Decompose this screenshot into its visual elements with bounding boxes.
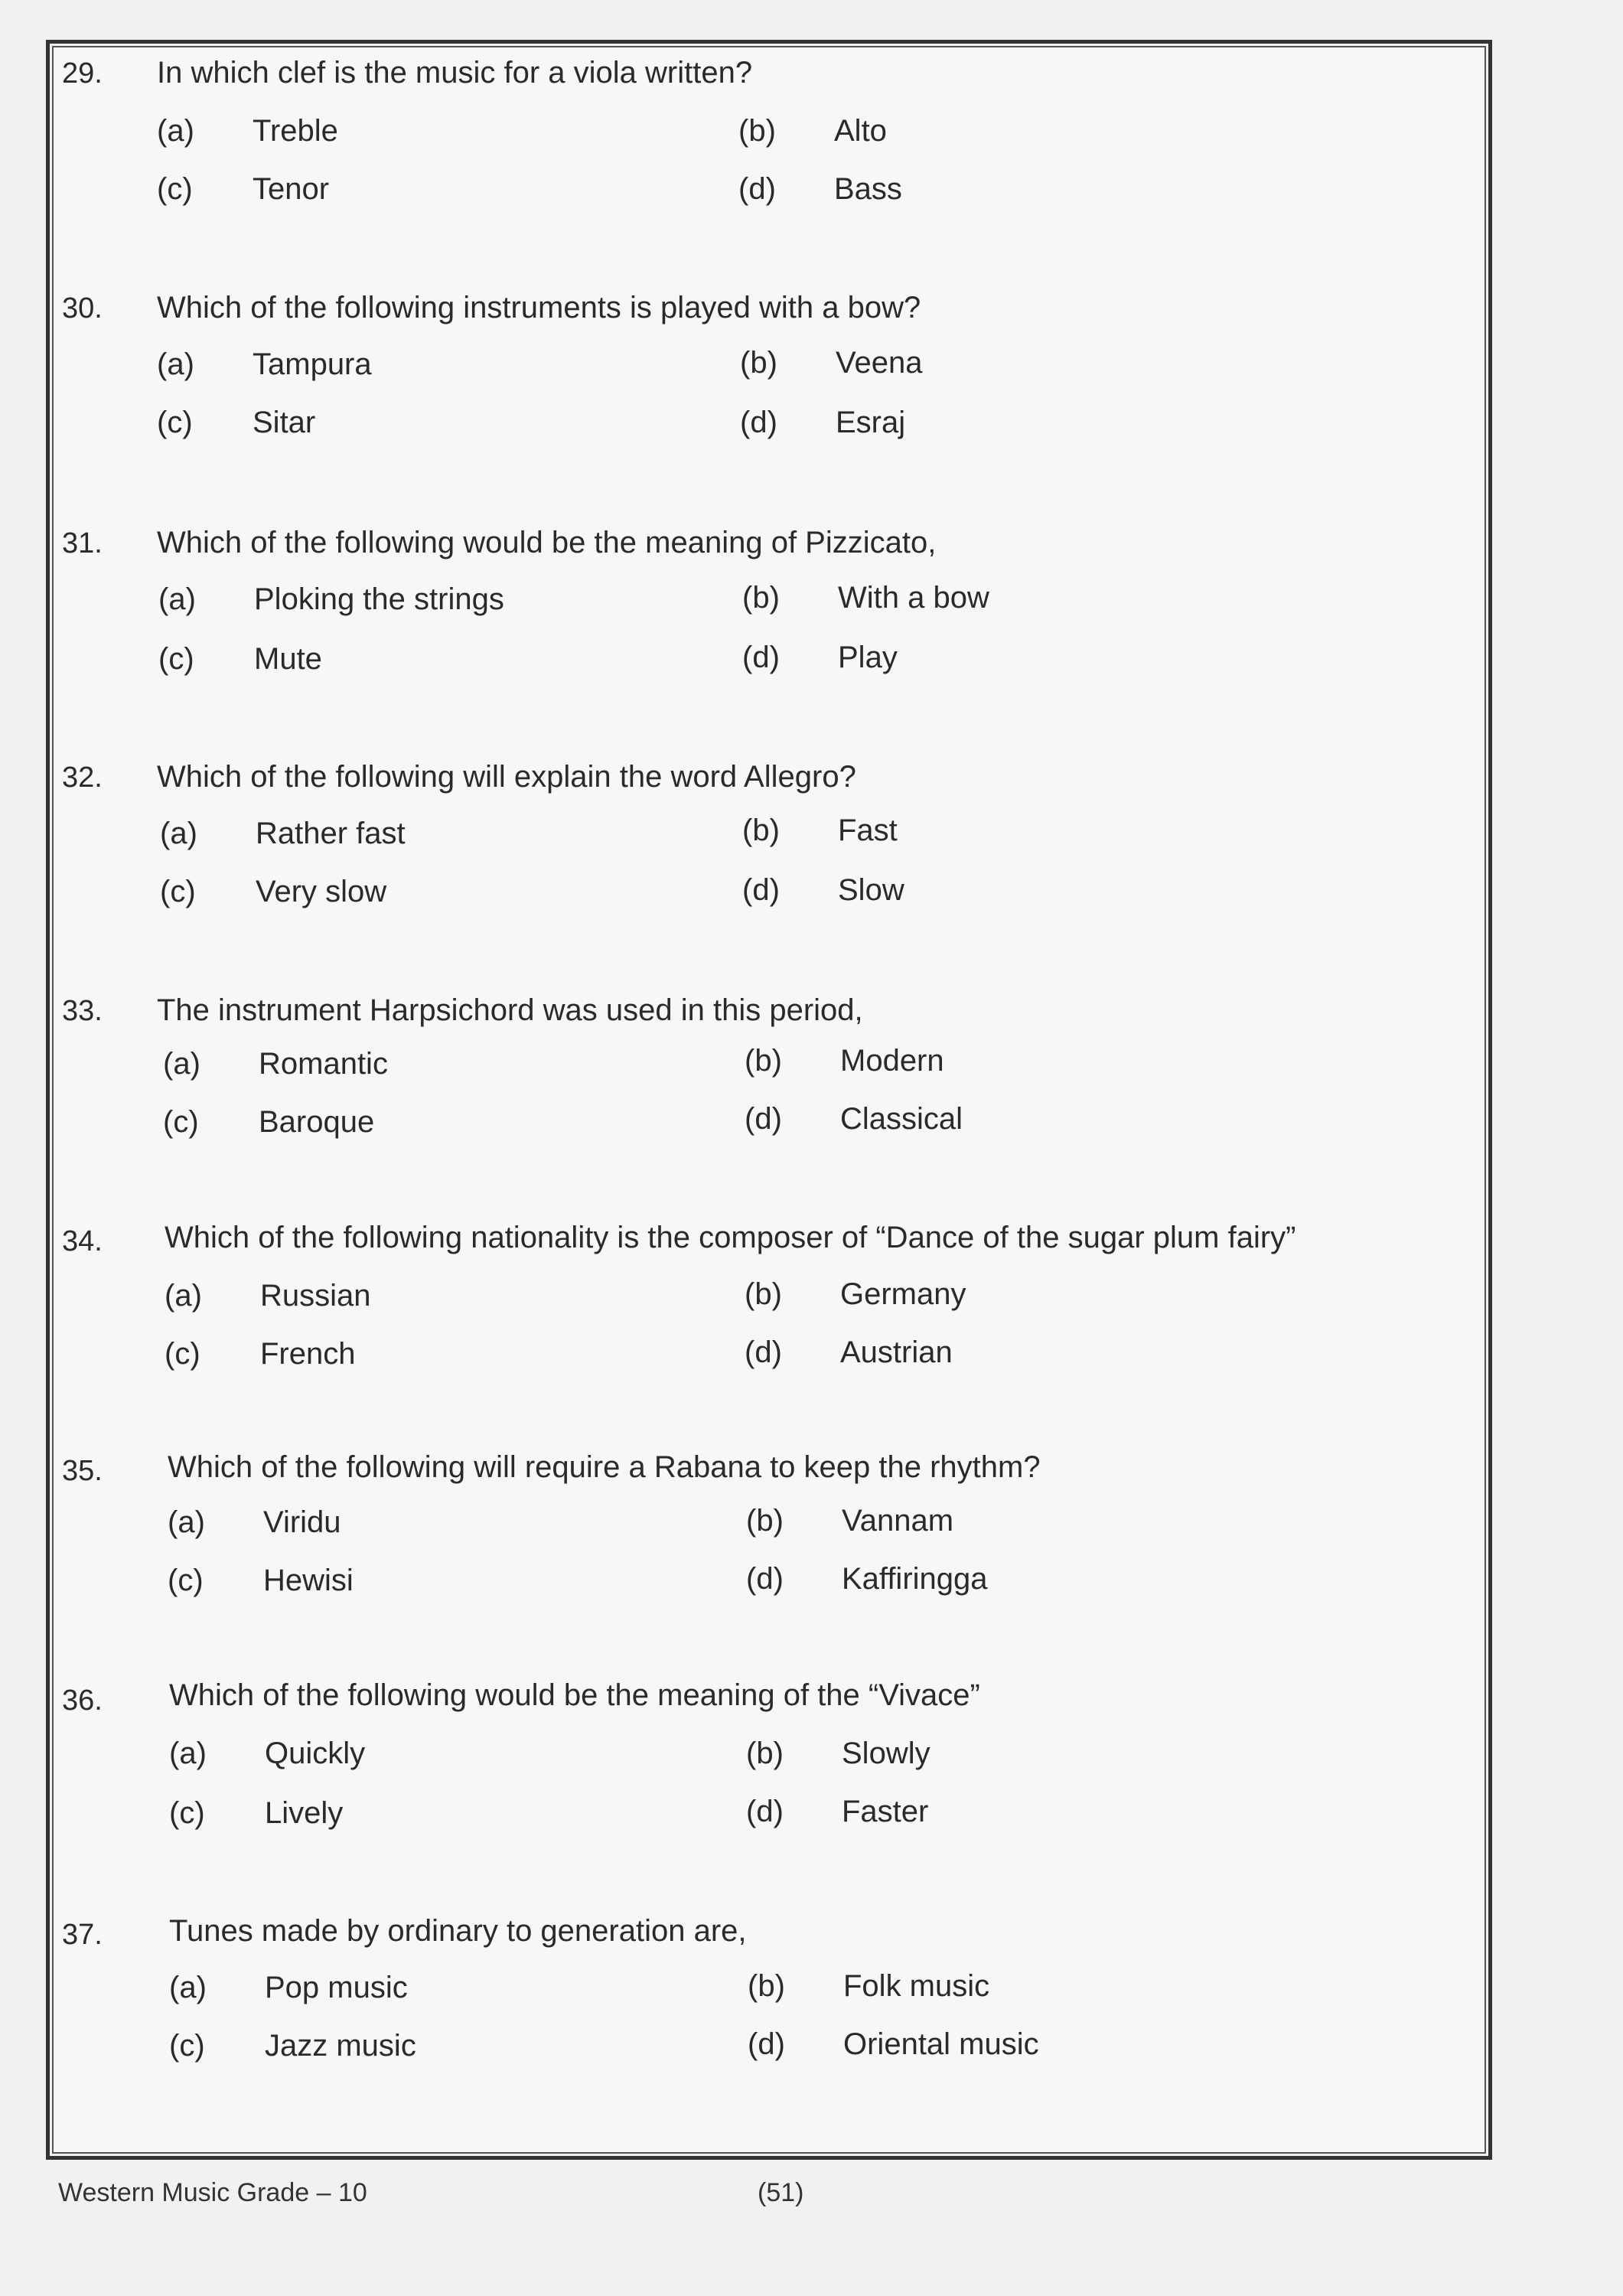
option-label: (c) xyxy=(168,1564,204,1597)
question-34 xyxy=(50,1215,1488,1414)
question-frame xyxy=(46,40,1492,2160)
option-text: French xyxy=(260,1337,356,1371)
option-label: (a) xyxy=(160,817,197,850)
option-text: Vannam xyxy=(842,1504,954,1538)
option-label: (d) xyxy=(740,406,777,439)
option-label: (a) xyxy=(158,582,196,616)
question-text: Which of the following instruments is played with a bow? xyxy=(157,291,921,325)
option-label: (c) xyxy=(160,875,196,908)
option-text: Slowly xyxy=(842,1737,930,1770)
question-number: 32. xyxy=(62,762,103,794)
question-text: Which of the following would be the meaning of Pizzicato, xyxy=(157,526,937,559)
option-label: (a) xyxy=(168,1505,205,1539)
question-29 xyxy=(50,50,1488,249)
question-text: Tunes made by ordinary to generation are, xyxy=(169,1914,747,1948)
option-text: Play xyxy=(838,641,898,674)
option-text: Baroque xyxy=(259,1105,375,1139)
option-label: (a) xyxy=(163,1047,200,1081)
question-36 xyxy=(50,1672,1488,1871)
option-label: (b) xyxy=(745,1277,782,1311)
option-text: Esraj xyxy=(836,406,906,439)
option-text: Modern xyxy=(840,1044,944,1078)
question-30 xyxy=(50,285,1488,484)
option-text: Romantic xyxy=(259,1047,388,1081)
option-text: Jazz music xyxy=(265,2029,416,2063)
footer-title: Western Music Grade – 10 xyxy=(58,2178,367,2207)
question-number: 33. xyxy=(62,995,103,1027)
page-number: (51) xyxy=(758,2178,804,2207)
option-text: Treble xyxy=(253,114,338,148)
question-37 xyxy=(50,1908,1488,2107)
question-text: Which of the following will require a Rabana to keep the rhythm? xyxy=(168,1450,1041,1484)
option-text: Quickly xyxy=(265,1737,366,1770)
option-text: Very slow xyxy=(256,875,387,908)
option-text: Tenor xyxy=(253,172,330,206)
option-label: (d) xyxy=(745,1102,782,1136)
question-number: 37. xyxy=(62,1919,103,1951)
option-text: Germany xyxy=(840,1277,966,1311)
option-label: (b) xyxy=(742,814,780,847)
option-label: (c) xyxy=(163,1105,199,1139)
option-label: (c) xyxy=(165,1337,200,1371)
question-number: 34. xyxy=(62,1225,103,1257)
option-label: (b) xyxy=(748,1969,785,2003)
option-text: Slow xyxy=(838,873,904,907)
option-label: (d) xyxy=(746,1562,784,1596)
option-text: Kaffiringga xyxy=(842,1562,988,1596)
option-label: (d) xyxy=(748,2027,785,2061)
option-label: (c) xyxy=(157,406,193,439)
option-label: (b) xyxy=(746,1737,784,1770)
option-label: (d) xyxy=(738,172,776,206)
question-text: Which of the following will explain the word Allegro? xyxy=(157,760,856,794)
option-label: (c) xyxy=(157,172,193,206)
question-31 xyxy=(50,520,1488,719)
option-text: Lively xyxy=(265,1796,344,1830)
option-label: (d) xyxy=(742,873,780,907)
option-label: (c) xyxy=(158,642,194,676)
option-label: (b) xyxy=(740,346,777,380)
option-label: (c) xyxy=(169,2029,205,2063)
question-text: In which clef is the music for a viola written? xyxy=(157,56,753,90)
option-text: Hewisi xyxy=(263,1564,354,1597)
option-label: (c) xyxy=(169,1796,205,1830)
option-text: Faster xyxy=(842,1795,929,1828)
option-label: (d) xyxy=(742,641,780,674)
option-text: Tampura xyxy=(253,347,372,381)
option-text: Alto xyxy=(834,114,887,148)
option-text: With a bow xyxy=(838,581,989,615)
option-label: (b) xyxy=(745,1044,782,1078)
question-text: The instrument Harpsichord was used in this period, xyxy=(157,993,863,1027)
option-label: (a) xyxy=(157,347,194,381)
option-text: Classical xyxy=(840,1102,963,1136)
question-32 xyxy=(50,754,1488,953)
option-text: Sitar xyxy=(253,406,316,439)
question-text: Which of the following would be the meaning of the “Vivace” xyxy=(169,1678,980,1712)
option-text: Mute xyxy=(254,642,322,676)
option-text: Folk music xyxy=(843,1969,990,2003)
question-number: 29. xyxy=(62,57,103,90)
option-label: (a) xyxy=(169,1971,207,2004)
option-text: Fast xyxy=(838,814,898,847)
option-text: Oriental music xyxy=(843,2027,1039,2061)
option-text: Pop music xyxy=(265,1971,408,2004)
option-label: (d) xyxy=(745,1336,782,1369)
question-number: 30. xyxy=(62,292,103,325)
option-text: Viridu xyxy=(263,1505,341,1539)
option-label: (b) xyxy=(742,581,780,615)
option-text: Bass xyxy=(834,172,902,206)
option-label: (a) xyxy=(169,1737,207,1770)
option-label: (b) xyxy=(738,114,776,148)
question-number: 31. xyxy=(62,527,103,559)
option-label: (d) xyxy=(746,1795,784,1828)
option-text: Austrian xyxy=(840,1336,953,1369)
question-35 xyxy=(50,1444,1488,1643)
option-text: Veena xyxy=(836,346,923,380)
option-text: Rather fast xyxy=(256,817,406,850)
option-label: (b) xyxy=(746,1504,784,1538)
option-label: (a) xyxy=(157,114,194,148)
question-number: 36. xyxy=(62,1684,103,1717)
question-text: Which of the following nationality is the composer of “Dance of the sugar plum fairy” xyxy=(165,1221,1296,1254)
question-number: 35. xyxy=(62,1455,103,1487)
option-text: Russian xyxy=(260,1279,371,1313)
option-text: Ploking the strings xyxy=(254,582,504,616)
option-label: (a) xyxy=(165,1279,202,1313)
question-33 xyxy=(50,987,1488,1186)
